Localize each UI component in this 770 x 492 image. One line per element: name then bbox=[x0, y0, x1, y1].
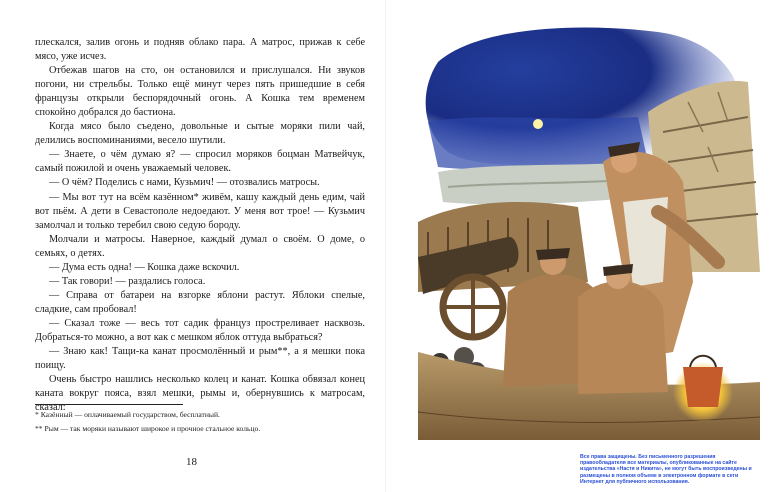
story-paragraph: Молчали и матросы. Наверное, каждый думал о своём. О доме, о семьях, о детях. bbox=[35, 233, 365, 259]
sailors-illustration bbox=[418, 22, 760, 440]
story-paragraph: — Справа от батареи на взгорке яблони растут. Яблоки спелые, сладкие, сам пробовал! bbox=[35, 289, 365, 315]
story-paragraph: — Мы вот тут на всём казённом* живём, кашу каждый день едим, чай вот пьём. А дети в Севастополе недоедают. У меня вот трое! — Кузьмич замолчал и только теребил свою седую бороду. bbox=[35, 191, 365, 231]
story-paragraph: Когда мясо было съедено, довольные и сытые моряки пили чай, делились воспоминаниями, весело шутили. bbox=[35, 121, 365, 147]
story-paragraph: — Так говори! — раздались голоса. bbox=[49, 275, 206, 287]
story-paragraph: — Дума есть одна! — Кошка даже вскочил. bbox=[49, 261, 240, 273]
story-paragraph: — Знаю как! Тащи-ка канат просмолённый и рым**, а я мешки пока поищу. bbox=[35, 346, 365, 372]
story-text bbox=[35, 36, 365, 415]
footnote-separator bbox=[35, 404, 183, 405]
copyright-notice: Все права защищены. Без письменного разрешения правообладателя все материалы, опубликованные на сайте издательства «Настя и Никита», не могут быть воспроизведены и размещены в полном объеме в электронном формате в сети Интернет для публичного использования. bbox=[580, 454, 752, 485]
footnote-2: ** Рым — так моряки называют широкое и прочное стальное кольцо. bbox=[35, 424, 261, 433]
story-paragraph: плескался, залив огонь и подняв облако пара. А матрос, прижав к себе мясо, уже исчез. bbox=[35, 37, 365, 63]
moon bbox=[533, 119, 543, 129]
story-paragraph: Отбежав шагов на сто, он остановился и прислушался. Ни звуков погони, ни стрельбы. Только ещё минут через пять пришедшие в себя французы открыли беспорядочный огонь. А Кошка тем временем спокойно добрался до бастиона. bbox=[35, 65, 365, 119]
story-paragraph: Очень быстро нашлись несколько колец и канат. Кошка обвязал конец каната вокруг пояса, взял мешки, рымы и, обернувшись к матросам, сказал: bbox=[35, 374, 365, 414]
story-paragraph: — О чём? Поделись с нами, Кузьмич! — отозвались матросы. bbox=[49, 177, 320, 189]
campfire bbox=[673, 356, 733, 422]
story-paragraph: — Сказал тоже — весь тот садик француз простреливает насквозь. Добраться-то можно, а вот как с мешком яблок оттуда выбраться? bbox=[35, 317, 365, 343]
page-number: 18 bbox=[186, 456, 197, 468]
footnote-1: * Казённый — оплачиваемый государством, бесплатный. bbox=[35, 410, 220, 419]
story-paragraph: — Знаете, о чём думаю я? — спросил моряков боцман Матвейчук, самый пожилой и очень уважаемый человек. bbox=[35, 149, 365, 175]
